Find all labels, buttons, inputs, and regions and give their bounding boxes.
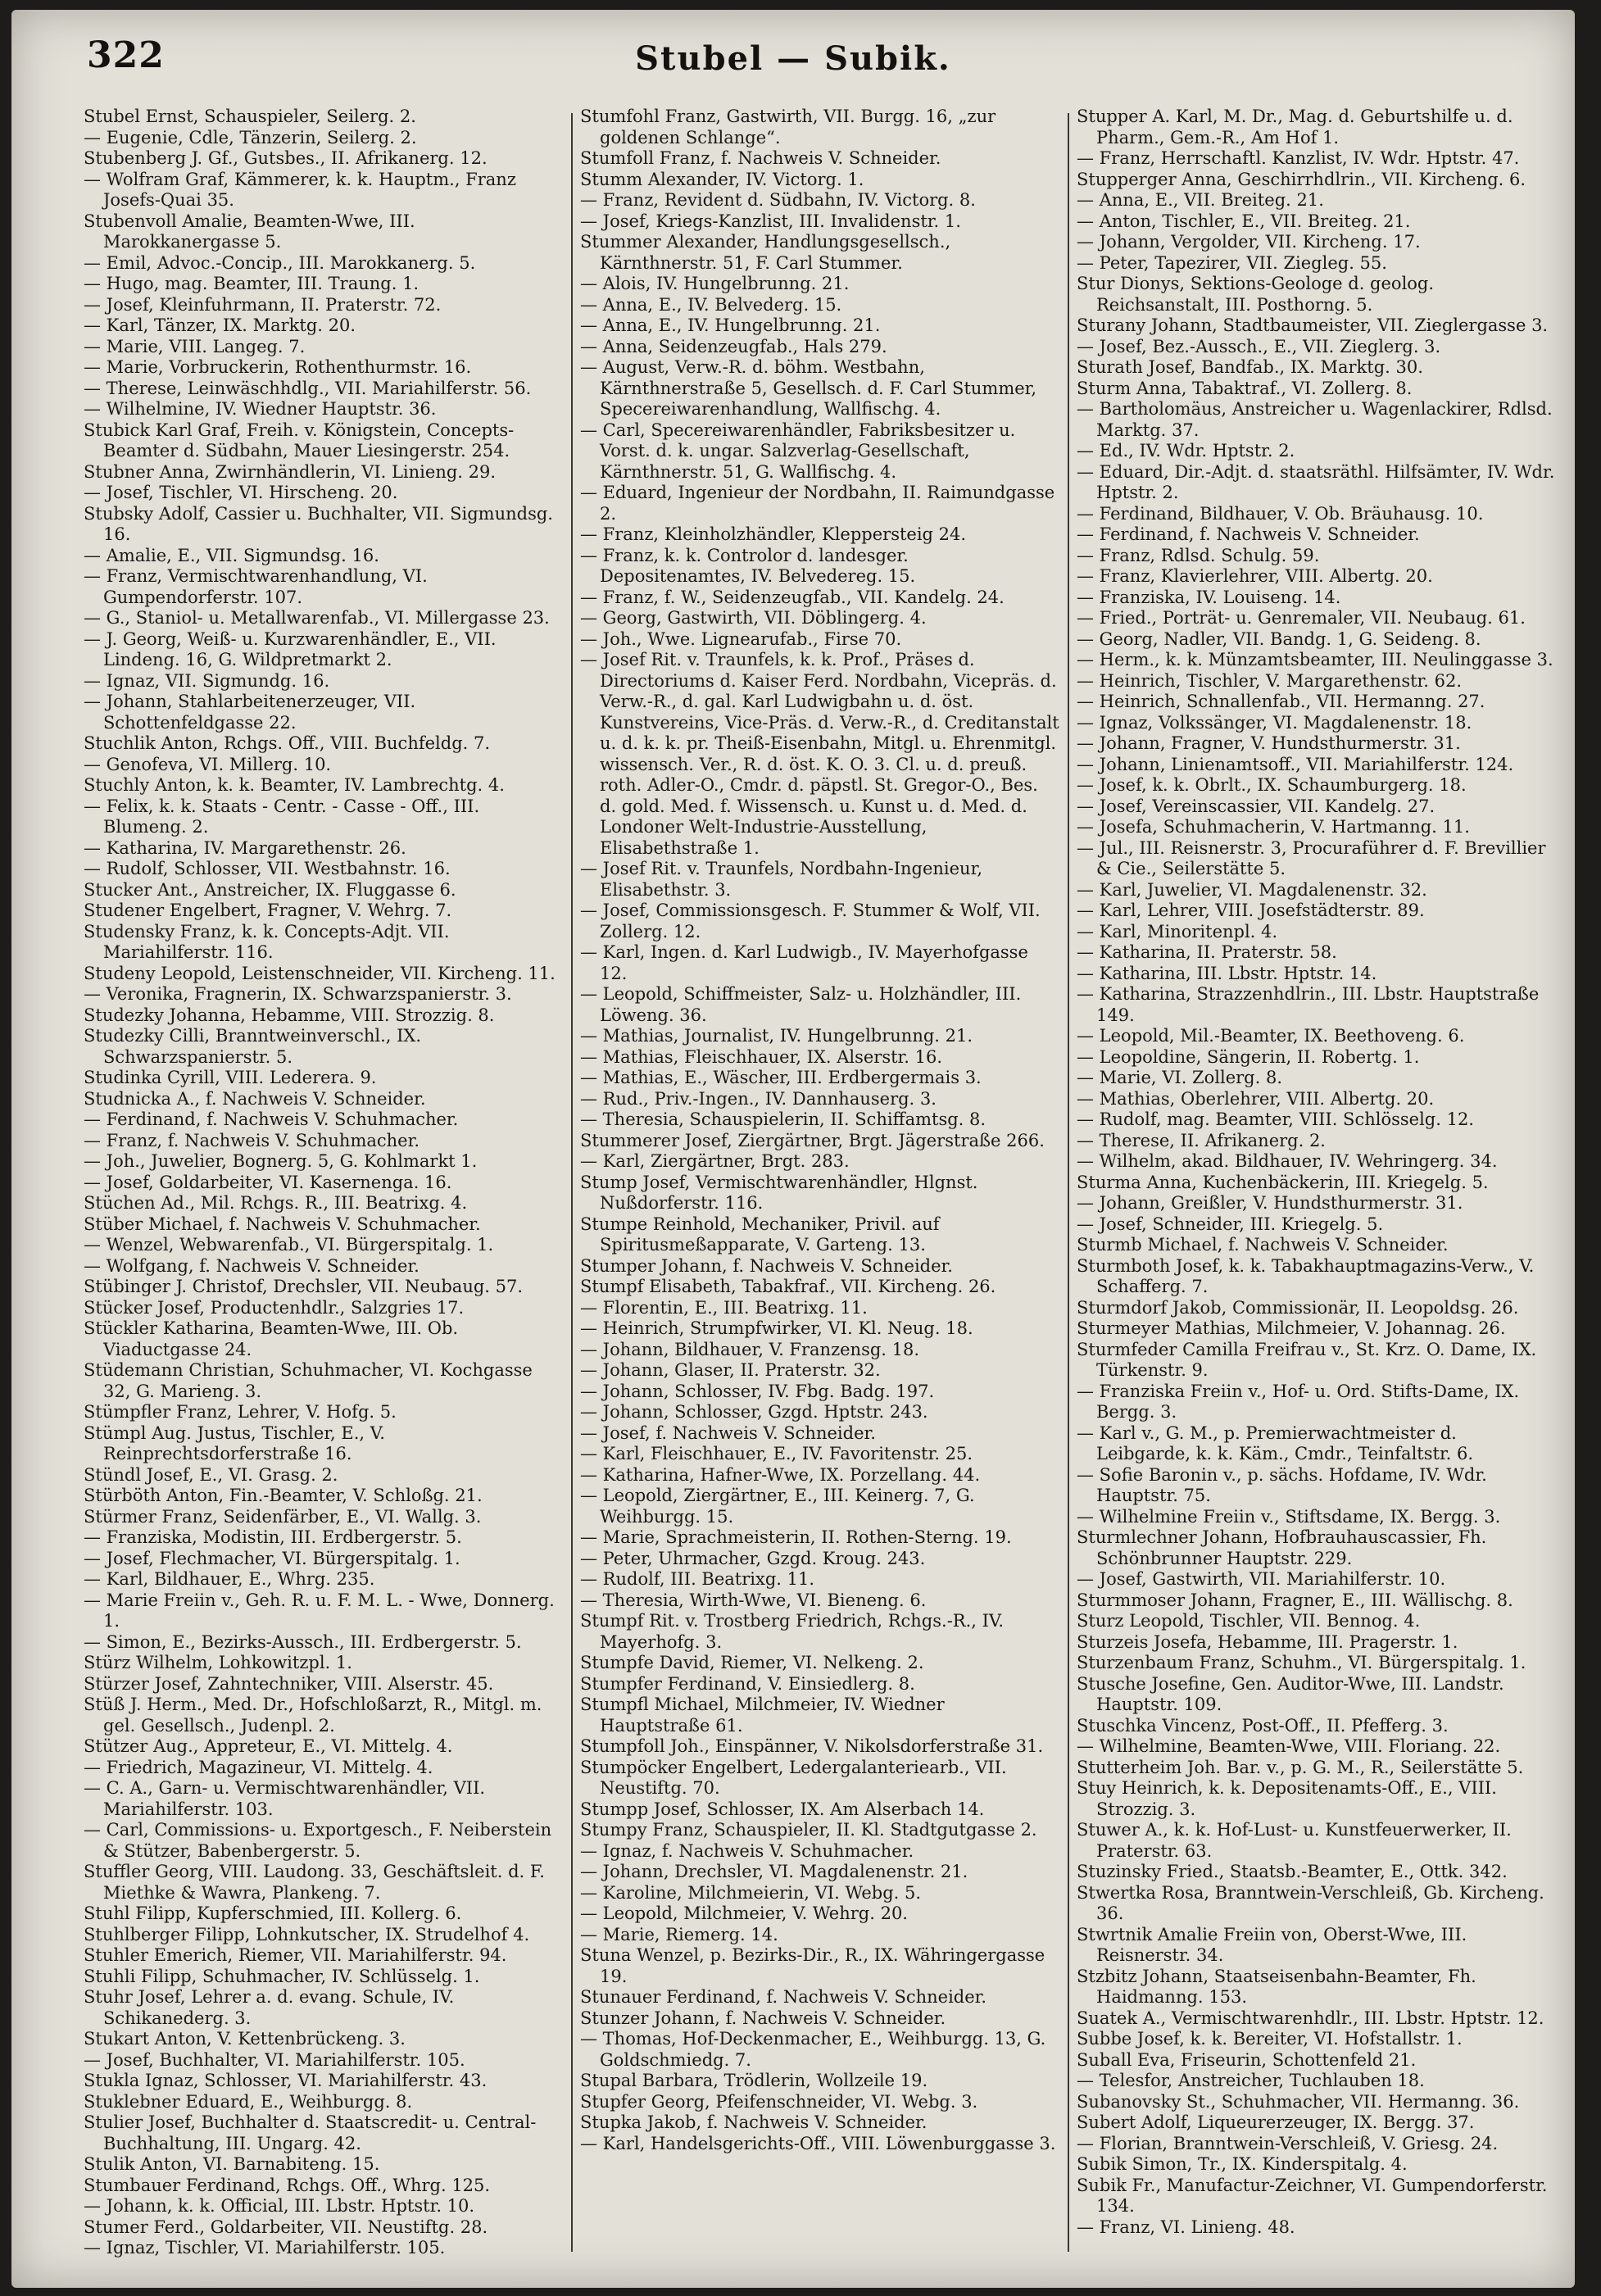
directory-entry: — Josef, Bez.-Aussch., E., VII. Zieglerg. 3. <box>1077 336 1441 356</box>
directory-entry: — Bartholomäus, Anstreicher u. Wagenlackirer, Rdlsd. Marktg. 37. <box>1077 399 1553 440</box>
directory-entry: Stuffler Georg, VIII. Laudong. 33, Geschäftsleit. d. F. Miethke & Wawra, Plankeng. 7. <box>84 1862 545 1903</box>
directory-entry: — Ignaz, Volkssänger, VI. Magdalenenstr. 18. <box>1077 712 1472 733</box>
directory-entry: Sturany Johann, Stadtbaumeister, VII. Zieglergasse 3. <box>1077 315 1549 335</box>
directory-entry: Stürzer Josef, Zahntechniker, VIII. Alserstr. 45. <box>84 1673 494 1694</box>
column-1 <box>84 107 563 2262</box>
directory-entry: Subik Simon, Tr., IX. Kinderspitalg. 4. <box>1077 2154 1408 2174</box>
directory-entry: Stulik Anton, VI. Barnabiteng. 15. <box>84 2154 380 2174</box>
directory-entry: Stübinger J. Christof, Drechsler, VII. Neubaug. 57. <box>84 1277 524 1296</box>
directory-entry: Studener Engelbert, Fragner, V. Wehrg. 7. <box>84 901 452 920</box>
directory-entry: — Marie, VIII. Langeg. 7. <box>84 336 306 356</box>
directory-entry: Stumpfl Michael, Milchmeier, IV. Wiedner Hauptstraße 61. <box>580 1695 945 1736</box>
directory-entry: — Theresia, Schauspielerin, II. Schiffamtsg. 8. <box>580 1109 986 1129</box>
directory-entry: — Josef, k. k. Obrlt., IX. Schaumburgerg. 18. <box>1077 775 1467 795</box>
directory-entry: Stzbitz Johann, Staatseisenbahn-Beamter, Fh. Haidmanng. 153. <box>1077 1966 1476 2007</box>
directory-entry: — C. A., Garn- u. Vermischtwarenhändler, VII. Mariahilferstr. 103. <box>84 1778 486 1819</box>
directory-entry: — Josef, Kleinfuhrmann, II. Praterstr. 72. <box>84 294 442 315</box>
directory-entry: — Josef, Tischler, VI. Hirscheng. 20. <box>84 483 398 502</box>
directory-entry: — Florian, Branntwein-Verschleiß, V. Griesg. 24. <box>1077 2133 1499 2153</box>
directory-entry: — Karl v., G. M., p. Premierwachtmeister d. Leibgarde, k. k. Käm., Cmdr., Teinfaltstr. 6. <box>1077 1423 1474 1463</box>
directory-entry: Suball Eva, Friseurin, Schottenfeld 21. <box>1077 2049 1417 2070</box>
directory-entry: Stunzer Johann, f. Nachweis V. Schneider. <box>580 2008 946 2028</box>
directory-entry: — Ignaz, VII. Sigmundg. 16. <box>84 670 330 691</box>
directory-entry: — Carl, Specereiwarenhändler, Fabriksbesitzer u. Vorst. d. k. ungar. Salzverlag-Gesellschaft, Kärnthnerstr. 51, G. Wallfischg. 4. <box>580 420 1016 482</box>
directory-entry: Stunauer Ferdinand, f. Nachweis V. Schneider. <box>580 1987 987 2007</box>
directory-entry: Sturmboth Josef, k. k. Tabakhauptmagazins-Verw., V. Schafferg. 7. <box>1077 1255 1535 1296</box>
directory-entry: — Joh., Juwelier, Bognerg. 5, G. Kohlmarkt 1. <box>84 1151 478 1171</box>
directory-entry: Studeny Leopold, Leistenschneider, VII. Kircheng. 11. <box>84 963 556 983</box>
directory-entry: Stubenberg J. Gf., Gutsbes., II. Afrikanerg. 12. <box>84 148 488 168</box>
directory-entry: Stürmer Franz, Seidenfärber, E., VI. Wallg. 3. <box>84 1506 482 1527</box>
directory-entry: — August, Verw.-R. d. böhm. Westbahn, Kärnthnerstraße 5, Gesellsch. d. F. Carl Stummer, Specereiwarenhandlung, Wallfischg. 4. <box>580 357 1037 419</box>
directory-entry: — Marie, Vorbruckerin, Rothenthurmstr. 16. <box>84 357 472 377</box>
directory-entry: — Ignaz, Tischler, VI. Mariahilferstr. 105. <box>84 2238 446 2257</box>
directory-entry: Studezky Cilli, Branntweinverschl., IX. Schwarzspanierstr. 5. <box>84 1026 422 1067</box>
directory-entry: Stupka Jakob, f. Nachweis V. Schneider. <box>580 2112 927 2132</box>
directory-entry: — Karoline, Milchmeierin, VI. Webg. 5. <box>580 1882 922 1903</box>
directory-entry: — Mathias, Fleischhauer, IX. Alserstr. 16. <box>580 1046 943 1067</box>
directory-entry: — Franz, f. W., Seidenzeugfab., VII. Kandelg. 24. <box>580 587 1005 607</box>
directory-entry: Subik Fr., Manufactur-Zeichner, VI. Gumpendorferstr. 134. <box>1077 2175 1548 2216</box>
directory-entry: — Franz, Vermischtwarenhandlung, VI. Gumpendorferstr. 107. <box>84 566 428 607</box>
directory-entry: Stucker Ant., Anstreicher, IX. Fluggasse 6. <box>84 879 456 900</box>
directory-entry: — Johann, Bildhauer, V. Franzensg. 18. <box>580 1339 920 1359</box>
directory-entry: — Wenzel, Webwarenfab., VI. Bürgerspitalg. 1. <box>84 1235 494 1255</box>
directory-entry: Stuzinsky Fried., Staatsb.-Beamter, E., Ottk. 342. <box>1077 1862 1508 1881</box>
directory-entry: Stumper Johann, f. Nachweis V. Schneider. <box>580 1255 953 1276</box>
directory-entry: Subert Adolf, Liqueurerzeuger, IX. Bergg. 37. <box>1077 2112 1475 2132</box>
directory-entry: — Leopoldine, Sängerin, II. Robertg. 1. <box>1077 1046 1420 1067</box>
directory-entry: Stuhr Josef, Lehrer a. d. evang. Schule, IV. Schikanederg. 3. <box>84 1987 455 2028</box>
directory-entry: Stumfoll Franz, f. Nachweis V. Schneider. <box>580 148 941 168</box>
directory-entry: — Karl, Ingen. d. Karl Ludwigb., IV. Mayerhofgasse 12. <box>580 942 1028 983</box>
directory-entry: — Johann, Schlosser, Gzgd. Hptstr. 243. <box>580 1402 928 1422</box>
directory-entry: Stuhlberger Filipp, Lohnkutscher, IX. Strudelhof 4. <box>84 1924 530 1944</box>
directory-entry: Stubel Ernst, Schauspieler, Seilerg. 2. <box>84 107 416 126</box>
directory-entry: — Johann, Greißler, V. Hundsthurmerstr. 31. <box>1077 1193 1463 1213</box>
directory-entry: — Katharina, Strazzenhdlrin., III. Lbstr. Hauptstraße 149. <box>1077 984 1540 1025</box>
directory-entry: — Franz, k. k. Controlor d. landesger. Depositenamtes, IV. Belvedereg. 15. <box>580 545 916 586</box>
directory-entry: Studensky Franz, k. k. Concepts-Adjt. VII. Mariahilferstr. 116. <box>84 921 450 962</box>
directory-entry: — Franz, Revident d. Südbahn, IV. Victorg. 8. <box>580 190 976 210</box>
directory-entry: — Rudolf, III. Beatrixg. 11. <box>580 1569 815 1589</box>
directory-entry: — Ed., IV. Wdr. Hptstr. 2. <box>1077 441 1295 461</box>
directory-entry: Suatek A., Vermischtwarenhdlr., III. Lbstr. Hptstr. 12. <box>1077 2008 1544 2028</box>
directory-entry: Stuy Heinrich, k. k. Depositenamts-Off., E., VIII. Strozzig. 3. <box>1077 1778 1497 1819</box>
directory-entry: Stuhli Filipp, Schuhmacher, IV. Schlüsselg. 1. <box>84 1966 480 1986</box>
directory-entry: — Josef, Gastwirth, VII. Mariahilferstr. 10. <box>1077 1569 1446 1589</box>
directory-entry: Stupperger Anna, Geschirrhdlrin., VII. Kircheng. 6. <box>1077 169 1526 189</box>
directory-entry: — Wolfram Graf, Kämmerer, k. k. Hauptm., Franz Josefs-Quai 35. <box>84 169 516 210</box>
directory-entry: — Josef Rit. v. Traunfels, Nordbahn-Ingenieur, Elisabethstr. 3. <box>580 859 982 900</box>
directory-entry: Sturmlechner Johann, Hofbrauhauscassier, Fh. Schönbrunner Hauptstr. 229. <box>1077 1527 1487 1568</box>
directory-entry: Stwrtnik Amalie Freiin von, Oberst-Wwe, III. Reisnerstr. 34. <box>1077 1924 1467 1965</box>
directory-entry: Stumpfoll Joh., Einspänner, V. Nikolsdorferstraße 31. <box>580 1736 1044 1756</box>
directory-entry: — Franz, f. Nachweis V. Schuhmacher. <box>84 1130 420 1150</box>
directory-entry: — Josef, Buchhalter, VI. Mariahilferstr. 105. <box>84 2049 465 2070</box>
directory-entry: — Karl, Lehrer, VIII. Josefstädterstr. 89. <box>1077 901 1425 920</box>
directory-entry: Stüber Michael, f. Nachweis V. Schuhmacher. <box>84 1214 481 1234</box>
directory-entry: Sturzeis Josefa, Hebamme, III. Pragerstr. 1. <box>1077 1631 1458 1652</box>
directory-entry: — Fried., Porträt- u. Genremaler, VII. Neubaug. 61. <box>1077 608 1526 628</box>
directory-entry: Sturmfeder Camilla Freifrau v., St. Krz. O. Dame, IX. Türkenstr. 9. <box>1077 1339 1537 1380</box>
directory-entry: — Johann, Linienamtsoff., VII. Mariahilferstr. 124. <box>1077 754 1514 774</box>
directory-entry: — Wolfgang, f. Nachweis V. Schneider. <box>84 1255 420 1276</box>
directory-entry: Stumm Alexander, IV. Victorg. 1. <box>580 169 864 189</box>
directory-entry: — Therese, II. Afrikanerg. 2. <box>1077 1130 1326 1150</box>
directory-entry: — Georg, Nadler, VII. Bandg. 1, G. Seideng. 8. <box>1077 628 1481 649</box>
directory-entry: — Johann, Vergolder, VII. Kircheng. 17. <box>1077 232 1421 252</box>
directory-entry: — Ferdinand, f. Nachweis V. Schneider. <box>1077 524 1420 544</box>
directory-entry: — Florentin, E., III. Beatrixg. 11. <box>580 1297 868 1318</box>
directory-entry: Stupfer Georg, Pfeifenschneider, VI. Webg. 3. <box>580 2091 978 2112</box>
directory-entry: — Ferdinand, Bildhauer, V. Ob. Bräuhausg. 10. <box>1077 503 1484 524</box>
directory-entry: Stümpl Aug. Justus, Tischler, E., V. Reinprechtsdorferstraße 16. <box>84 1423 385 1463</box>
directory-entry: Stumpf Elisabeth, Tabakfraf., VII. Kircheng. 26. <box>580 1277 996 1296</box>
directory-entry: Studnicka A., f. Nachweis V. Schneider. <box>84 1088 426 1109</box>
directory-entry: Stukart Anton, V. Kettenbrückeng. 3. <box>84 2029 406 2049</box>
directory-entry: Stwertka Rosa, Branntwein-Verschleiß, Gb. Kircheng. 36. <box>1077 1882 1544 1923</box>
directory-entry: — Franz, Herrschaftl. Kanzlist, IV. Wdr. Hptstr. 47. <box>1077 148 1520 168</box>
directory-entry: Stückler Katharina, Beamten-Wwe, III. Ob. Viaductgasse 24. <box>84 1318 459 1359</box>
directory-entry: — Telesfor, Anstreicher, Tuchlauben 18. <box>1077 2071 1425 2090</box>
directory-entry: — Franziska, Modistin, III. Erdbergerstr. 5. <box>84 1527 462 1547</box>
directory-entry: Stubenvoll Amalie, Beamten-Wwe, III. Marokkanergasse 5. <box>84 211 415 252</box>
page-header <box>11 10 1575 100</box>
directory-entry: Stumpf Rit. v. Trostberg Friedrich, Rchgs.-R., IV. Mayerhofg. 3. <box>580 1611 1005 1652</box>
directory-entry: Stündl Josef, E., VI. Grasg. 2. <box>84 1464 338 1485</box>
directory-entry: — Karl, Minoritenpl. 4. <box>1077 921 1278 942</box>
directory-entry: Stumpfer Ferdinand, V. Einsiedlerg. 8. <box>580 1673 915 1694</box>
column-rule <box>571 113 573 2252</box>
directory-entry: — Josefa, Schuhmacherin, V. Hartmanng. 11. <box>1077 817 1470 837</box>
directory-entry: — Marie, VI. Zollerg. 8. <box>1077 1068 1283 1087</box>
directory-entry: — Karl, Tänzer, IX. Marktg. 20. <box>84 315 356 335</box>
directory-entry: — Mathias, Oberlehrer, VIII. Albertg. 20. <box>1077 1088 1435 1109</box>
directory-entry: — Heinrich, Schnallenfab., VII. Hermanng. 27. <box>1077 692 1485 711</box>
directory-entry: — Anna, E., VII. Breiteg. 21. <box>1077 190 1324 210</box>
directory-entry: Stuhler Emerich, Riemer, VII. Mariahilferstr. 94. <box>84 1945 507 1965</box>
directory-entry: Stüß J. Herm., Med. Dr., Hofschloßarzt, R., Mitgl. m. gel. Gesellsch., Judenpl. 2. <box>84 1695 542 1736</box>
directory-entry: — Karl, Juwelier, VI. Magdalenenstr. 32. <box>1077 879 1427 900</box>
directory-entry: — Josef, f. Nachweis V. Schneider. <box>580 1423 876 1443</box>
directory-entry: — Franziska Freiin v., Hof- u. Ord. Stifts-Dame, IX. Bergg. 3. <box>1077 1381 1520 1422</box>
directory-entry: — Leopold, Ziergärtner, E., III. Keinerg. 7, G. Weihburgg. 15. <box>580 1486 975 1527</box>
directory-entry: Studinka Cyrill, VIII. Lederera. 9. <box>84 1068 377 1087</box>
directory-entry: Sturath Josef, Bandfab., IX. Marktg. 30. <box>1077 357 1423 377</box>
directory-entry: — Josef, Goldarbeiter, VI. Kasernenga. 16. <box>84 1172 452 1192</box>
page-number: 322 <box>87 34 165 76</box>
directory-entry: — J. Georg, Weiß- u. Kurzwarenhändler, E., VII. Lindeng. 16, G. Wildpretmarkt 2. <box>84 628 497 669</box>
directory-entry: — Carl, Commissions- u. Exportgesch., F. Neiberstein & Stützer, Babenbergerstr. 5. <box>84 1820 552 1861</box>
directory-entry: Stürz Wilhelm, Lohkowitzpl. 1. <box>84 1653 352 1672</box>
directory-entry: — Theresia, Wirth-Wwe, VI. Bieneng. 6. <box>580 1590 927 1610</box>
directory-entry: — Marie, Riemerg. 14. <box>580 1924 778 1944</box>
directory-entry: Stürböth Anton, Fin.-Beamter, V. Schloßg. 21. <box>84 1486 483 1505</box>
directory-entry: — Sofie Baronin v., p. sächs. Hofdame, IV. Wdr. Hauptstr. 75. <box>1077 1464 1487 1505</box>
directory-entry: — Rudolf, mag. Beamter, VIII. Schlösselg. 12. <box>1077 1109 1474 1129</box>
directory-entry: — Hugo, mag. Beamter, III. Traung. 1. <box>84 274 420 293</box>
directory-entry: — Johann, Stahlarbeitenerzeuger, VII. Schottenfeldgasse 22. <box>84 692 416 733</box>
directory-entry: — Johann, Schlosser, IV. Fbg. Badg. 197. <box>580 1381 935 1401</box>
directory-entry: — Katharina, Hafner-Wwe, IX. Porzellang. 44. <box>580 1464 981 1485</box>
directory-entry: Stumfohl Franz, Gastwirth, VII. Burgg. 16, „zur goldenen Schlange“. <box>580 107 996 147</box>
directory-entry: Stubner Anna, Zwirnhändlerin, VI. Linieng. 29. <box>84 461 497 482</box>
directory-page <box>11 10 1575 2288</box>
directory-entry: — Eugenie, Cdle, Tänzerin, Seilerg. 2. <box>84 127 417 147</box>
directory-entry: Stuna Wenzel, p. Bezirks-Dir., R., IX. Währingergasse 19. <box>580 1945 1045 1986</box>
directory-entry: — Anna, E., IV. Hungelbrunng. 21. <box>580 315 881 335</box>
directory-entry: — Franz, VI. Linieng. 48. <box>1077 2217 1295 2237</box>
directory-entry: Stump Josef, Vermischtwarenhändler, Hlgnst. Nußdorferstr. 116. <box>580 1172 978 1213</box>
directory-entry: — Anna, Seidenzeugfab., Hals 279. <box>580 336 887 356</box>
directory-entry: Stuchly Anton, k. k. Beamter, IV. Lambrechtg. 4. <box>84 775 505 795</box>
directory-entry: Stummer Alexander, Handlungsgesellsch., Kärnthnerstr. 51, F. Carl Stummer. <box>580 232 951 273</box>
directory-entry: — Katharina, IV. Margarethenstr. 26. <box>84 837 406 858</box>
directory-entry: Stumpe Reinhold, Mechaniker, Privil. auf Spiritusmeßapparate, V. Garteng. 13. <box>580 1214 940 1255</box>
directory-entry: — Eduard, Ingenieur der Nordbahn, II. Raimundgasse 2. <box>580 483 1055 524</box>
directory-entry: Stumpfe David, Riemer, VI. Nelkeng. 2. <box>580 1653 924 1672</box>
directory-entry: — Karl, Bildhauer, E., Whrg. 235. <box>84 1569 375 1589</box>
directory-entry: — Wilhelmine, IV. Wiedner Hauptstr. 36. <box>84 399 437 419</box>
directory-entry: — Josef, Commissionsgesch. F. Stummer & Wolf, VII. Zollerg. 12. <box>580 901 1041 942</box>
directory-entry: — Georg, Gastwirth, VII. Döblingerg. 4. <box>580 608 927 628</box>
directory-entry: — Veronika, Fragnerin, IX. Schwarzspanierstr. 3. <box>84 984 512 1004</box>
directory-entry: — Johann, Fragner, V. Hundsthurmerstr. 31. <box>1077 733 1461 753</box>
directory-entry: — Anna, E., IV. Belvederg. 15. <box>580 294 842 315</box>
directory-columns <box>84 107 1558 2262</box>
directory-entry: — Johann, Drechsler, VI. Magdalenenstr. 21. <box>580 1862 968 1881</box>
directory-entry: Subbe Josef, k. k. Bereiter, VI. Hofstallstr. 1. <box>1077 2029 1463 2049</box>
directory-entry: — Wilhelmine Freiin v., Stiftsdame, IX. Bergg. 3. <box>1077 1506 1501 1527</box>
directory-entry: — Ferdinand, f. Nachweis V. Schuhmacher. <box>84 1109 459 1129</box>
directory-entry: — Rudolf, Schlosser, VII. Westbahnstr. 16. <box>84 859 451 878</box>
directory-entry: — Therese, Leinwäschhdlg., VII. Mariahilferstr. 56. <box>84 378 532 398</box>
directory-entry: Stüdemann Christian, Schuhmacher, VI. Kochgasse 32, G. Marieng. 3. <box>84 1360 533 1401</box>
column-3 <box>1077 107 1556 2262</box>
directory-entry: Stummerer Josef, Ziergärtner, Brgt. Jägerstraße 266. <box>580 1130 1045 1150</box>
directory-entry: Stücker Josef, Productenhdlr., Salzgries 17. <box>84 1297 465 1318</box>
running-head: Stubel — Subik. <box>635 39 951 78</box>
directory-entry: — Jul., III. Reisnerstr. 3, Procuraführer d. F. Brevillier & Cie., Seilerstätte 5. <box>1077 837 1546 878</box>
directory-entry: — Katharina, III. Lbstr. Hptstr. 14. <box>1077 963 1377 983</box>
directory-entry: Stumpöcker Engelbert, Ledergalanteriearb., VII. Neustiftg. 70. <box>580 1757 1007 1798</box>
directory-entry: Stupal Barbara, Trödlerin, Wollzeile 19. <box>580 2071 928 2090</box>
directory-entry: — Joh., Wwe. Lignearufab., Firse 70. <box>580 628 902 649</box>
directory-entry: — Peter, Tapezirer, VII. Ziegleg. 55. <box>1077 252 1387 273</box>
directory-entry: Stuchlik Anton, Rchgs. Off., VIII. Buchfeldg. 7. <box>84 733 491 753</box>
directory-entry: Stumbauer Ferdinand, Rchgs. Off., Whrg. 125. <box>84 2175 491 2195</box>
directory-entry: Studezky Johanna, Hebamme, VIII. Strozzig. 8. <box>84 1005 495 1025</box>
directory-entry: Sturm Anna, Tabaktraf., VI. Zollerg. 8. <box>1077 378 1413 398</box>
directory-entry: Stupper A. Karl, M. Dr., Mag. d. Geburtshilfe u. d. Pharm., Gem.-R., Am Hof 1. <box>1077 107 1513 147</box>
directory-entry: Stümpfler Franz, Lehrer, V. Hofg. 5. <box>84 1402 397 1422</box>
directory-entry: — Katharina, II. Praterstr. 58. <box>1077 942 1337 962</box>
directory-entry: Sturma Anna, Kuchenbäckerin, III. Kriegelg. 5. <box>1077 1172 1489 1192</box>
directory-entry: — Genofeva, VI. Millerg. 10. <box>84 754 332 774</box>
directory-entry: — Thomas, Hof-Deckenmacher, E., Weihburgg. 13, G. Goldschmiedg. 7. <box>580 2029 1046 2070</box>
directory-entry: — Josef, Flechmacher, VI. Bürgerspitalg. 1. <box>84 1548 460 1568</box>
directory-entry: Stusche Josefine, Gen. Auditor-Wwe, III. Landstr. Hauptstr. 109. <box>1077 1673 1504 1714</box>
directory-entry: — Emil, Advoc.-Concip., III. Marokkanerg. 5. <box>84 252 476 273</box>
directory-entry: — Wilhelmine, Beamten-Wwe, VIII. Floriang. 22. <box>1077 1736 1501 1756</box>
directory-entry: Sturmeyer Mathias, Milchmeier, V. Johannag. 26. <box>1077 1318 1506 1338</box>
directory-entry: Stützer Aug., Appreteur, E., VI. Mittelg. 4. <box>84 1736 453 1756</box>
directory-entry: — Marie, Sprachmeisterin, II. Rothen-Sterng. 19. <box>580 1527 1012 1547</box>
column-rule <box>1068 113 1069 2252</box>
directory-entry: — Marie Freiin v., Geh. R. u. F. M. L. - Wwe, Donnerg. 1. <box>84 1590 555 1631</box>
directory-entry: Stumpy Franz, Schauspieler, II. Kl. Stadtgutgasse 2. <box>580 1820 1037 1840</box>
directory-entry: — Felix, k. k. Staats - Centr. - Casse - Off., III. Blumeng. 2. <box>84 796 480 837</box>
directory-entry: Stumpp Josef, Schlosser, IX. Am Alserbach 14. <box>580 1799 985 1819</box>
directory-entry: — Leopold, Mil.-Beamter, IX. Beethoveng. 6. <box>1077 1026 1465 1046</box>
directory-entry: — Alois, IV. Hungelbrunng. 21. <box>580 274 850 293</box>
directory-entry: — Karl, Ziergärtner, Brgt. 283. <box>580 1151 850 1171</box>
directory-entry: — Mathias, E., Wäscher, III. Erdbergermais 3. <box>580 1068 982 1087</box>
directory-entry: Stuhl Filipp, Kupferschmied, III. Kollerg. 6. <box>84 1904 462 1923</box>
directory-entry: — Herm., k. k. Münzamtsbeamter, III. Neulinggasse 3. <box>1077 650 1553 669</box>
directory-entry: Sturzenbaum Franz, Schuhm., VI. Bürgerspitalg. 1. <box>1077 1653 1526 1672</box>
directory-entry: — Franz, Klavierlehrer, VIII. Albertg. 20. <box>1077 566 1433 586</box>
directory-entry: — Simon, E., Bezirks-Aussch., III. Erdbergerstr. 5. <box>84 1631 522 1652</box>
directory-entry: — Peter, Uhrmacher, Gzgd. Kroug. 243. <box>580 1548 926 1568</box>
directory-entry: Stubsky Adolf, Cassier u. Buchhalter, VII. Sigmundsg. 16. <box>84 503 553 544</box>
directory-entry: — Josef Rit. v. Traunfels, k. k. Prof., Präses d. Directoriums d. Kaiser Ferd. Nordbahn, Vicepräs. d. Verw.-R., d. gal. Karl Ludwigbahn u. d. öst. Kunstvereins, Vice-Präs. d. Verw.-R., d. Creditanstalt u. d. k. k. pr. Theiß-Eisenbahn, Mitgl. u. Ehrenmitgl. wissensch. Ver., R. d. öst. K. O. 3. Cl. u. d. preuß. roth. Adler-O., Cmdr. d. päpstl. St. Gregor-O., Bes. d. gold. Med. f. Wissensch. u. Kunst u. d. Med. d. Londoner Welt-Industrie-Ausstellung, Elisabethstraße 1. <box>580 650 1059 858</box>
directory-entry: Stumer Ferd., Goldarbeiter, VII. Neustiftg. 28. <box>84 2217 488 2237</box>
directory-entry: — Mathias, Journalist, IV. Hungelbrunng. 21. <box>580 1026 973 1046</box>
directory-entry: Sturmb Michael, f. Nachweis V. Schneider. <box>1077 1235 1449 1255</box>
directory-entry: — G., Staniol- u. Metallwarenfab., VI. Millergasse 23. <box>84 608 550 628</box>
directory-entry: — Franz, Rdlsd. Schulg. 59. <box>1077 545 1320 565</box>
directory-entry: Stubick Karl Graf, Freih. v. Königstein, Concepts-Beamter d. Südbahn, Mauer Liesingerstr. 254. <box>84 420 515 461</box>
directory-entry: — Franz, Kleinholzhändler, Kleppersteig 24. <box>580 524 967 544</box>
directory-entry: — Heinrich, Strumpfwirker, VI. Kl. Neug. 18. <box>580 1318 973 1338</box>
directory-entry: Stuwer A., k. k. Hof-Lust- u. Kunstfeuerwerker, II. Praterstr. 63. <box>1077 1820 1512 1861</box>
directory-entry: — Amalie, E., VII. Sigmundsg. 16. <box>84 545 379 565</box>
directory-entry: — Karl, Handelsgerichts-Off., VIII. Löwenburggasse 3. <box>580 2133 1056 2153</box>
directory-entry: — Eduard, Dir.-Adjt. d. staatsräthl. Hilfsämter, IV. Wdr. Hptstr. 2. <box>1077 461 1555 502</box>
directory-entry: — Karl, Fleischhauer, E., IV. Favoritenstr. 25. <box>580 1444 973 1463</box>
directory-entry: — Franziska, IV. Louiseng. 14. <box>1077 587 1341 607</box>
directory-entry: — Anton, Tischler, E., VII. Breiteg. 21. <box>1077 211 1411 231</box>
directory-entry: — Heinrich, Tischler, V. Margarethenstr. 62. <box>1077 670 1463 691</box>
directory-entry: Stur Dionys, Sektions-Geologe d. geolog. Reichsanstalt, III. Posthorng. 5. <box>1077 274 1435 315</box>
directory-entry: — Johann, Glaser, II. Praterstr. 32. <box>580 1360 881 1380</box>
directory-entry: — Ignaz, f. Nachweis V. Schuhmacher. <box>580 1840 914 1861</box>
column-2 <box>580 107 1059 2262</box>
directory-entry: — Josef, Kriegs-Kanzlist, III. Invalidenstr. 1. <box>580 211 961 231</box>
directory-entry: — Leopold, Schiffmeister, Salz- u. Holzhändler, III. Löweng. 36. <box>580 984 1022 1025</box>
directory-entry: Sturz Leopold, Tischler, VII. Bennog. 4. <box>1077 1611 1421 1631</box>
directory-entry: Stutterheim Joh. Bar. v., p. G. M., R., Seilerstätte 5. <box>1077 1757 1524 1777</box>
directory-entry: — Johann, k. k. Official, III. Lbstr. Hptstr. 10. <box>84 2196 475 2216</box>
directory-entry: — Wilhelm, akad. Bildhauer, IV. Wehringerg. 34. <box>1077 1151 1498 1171</box>
directory-entry: Stuklebner Eduard, E., Weihburgg. 8. <box>84 2091 413 2112</box>
directory-entry: Subanovsky St., Schuhmacher, VII. Hermanng. 36. <box>1077 2091 1520 2112</box>
directory-entry: Stukla Ignaz, Schlosser, VI. Mariahilferstr. 43. <box>84 2071 488 2090</box>
directory-entry: — Rud., Priv.-Ingen., IV. Dannhauserg. 3. <box>580 1088 937 1109</box>
directory-entry: Stüchen Ad., Mil. Rchgs. R., III. Beatrixg. 4. <box>84 1193 468 1213</box>
directory-entry: Stuschka Vincenz, Post-Off., II. Pfefferg. 3. <box>1077 1715 1449 1736</box>
directory-entry: — Friedrich, Magazineur, VI. Mittelg. 4. <box>84 1757 433 1777</box>
directory-entry: Sturmmoser Johann, Fragner, E., III. Wällischg. 8. <box>1077 1590 1513 1610</box>
directory-entry: — Josef, Vereinscassier, VII. Kandelg. 27. <box>1077 796 1435 816</box>
directory-entry: — Josef, Schneider, III. Kriegelg. 5. <box>1077 1214 1384 1234</box>
directory-entry: Sturmdorf Jakob, Commissionär, II. Leopoldsg. 26. <box>1077 1297 1519 1318</box>
directory-entry: Stulier Josef, Buchhalter d. Staatscredit- u. Central-Buchhaltung, III. Ungarg. 42. <box>84 2112 537 2153</box>
directory-entry: — Leopold, Milchmeier, V. Wehrg. 20. <box>580 1904 908 1923</box>
